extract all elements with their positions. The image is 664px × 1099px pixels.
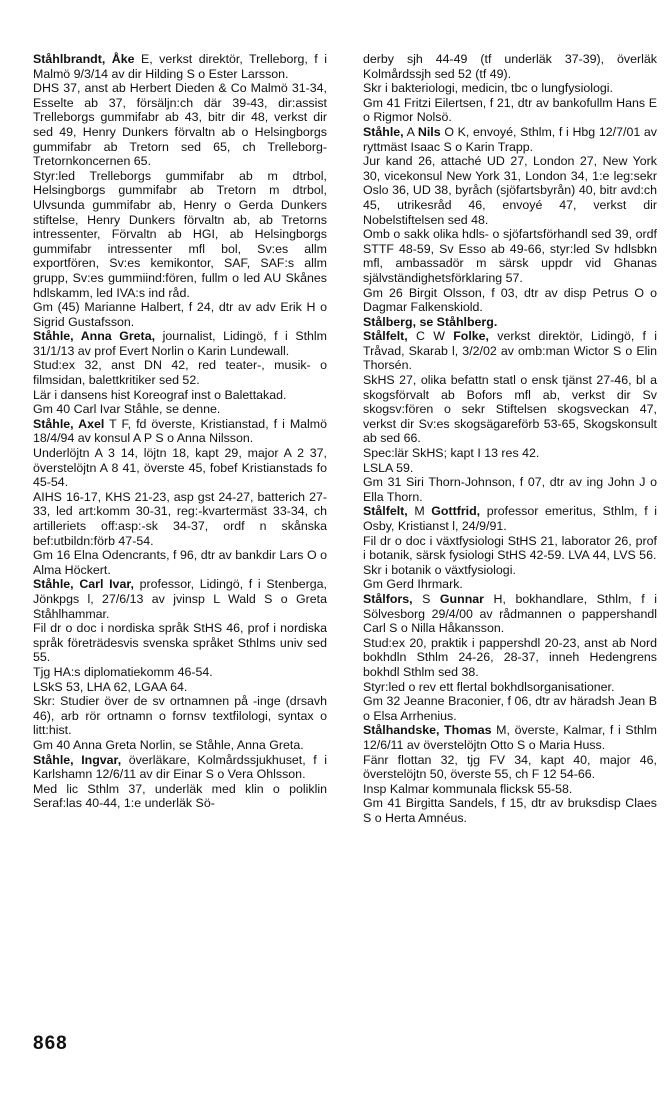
entry-paragraph: Styr:led Trelleborgs gummifabr ab m dtrbol, Helsingborgs gummifabr ab Tretorn m dtrbol, Ulvsunda gummifabr ab, Henry o Gerda Dunkers stiftelse, Henry Dunkers förvaltn ab, ab Tretorns intressenter, Förvaltn ab HGI, ab Helsingborgs gummifabr intressenter mfl bol, Sv:es allm exportfören, Sv:es kemikontor, SAF, SAF:s allm grupp, Sv:es gummiind:fören, fullm o led AU Skånes hdlskamm, led IVA:s ind råd. xyxy=(33,168,327,300)
entry-paragraph: DHS 37, anst ab Herbert Dieden & Co Malmö 31-34, Esselte ab 37, försäljn:ch där 39-43, dir:assist Trelleborgs gummifabr ab 43, bitr dir 48, verkst dir sed 49, Henry Dunkers förvaltn ab o Helsingborgs gummifabr ab Tretorn sed 65, ch Trelleborg-Tretornkoncernen 65. xyxy=(33,81,327,169)
entry-paragraph: Gm 32 Jeanne Braconier, f 06, dtr av häradsh Jean B o Elsa Arrhenius. xyxy=(363,694,657,723)
entry-given-name: Folke, xyxy=(453,329,489,344)
entry-paragraph: Fil dr o doc i växtfysiologi StHS 21, laborator 26, prof i botanik, särsk fysiologi StHS 42-59. LVA 44, LVS 56. xyxy=(363,533,657,563)
entry-text: överläkare, Kolmårdssjukhuset, f i Karlshamn 12/6/11 av dir Einar S o Vera Ohlsson. xyxy=(33,752,327,782)
entry-paragraph: Gm Gerd Ihrmark. xyxy=(363,577,463,592)
entry-name: Ståhle, Ingvar, xyxy=(33,752,122,767)
entry-paragraph: Gm 41 Birgitta Sandels, f 15, dtr av bruksdisp Claes S o Herta Amnéus. xyxy=(363,796,657,825)
entry-name: Stålfelt, xyxy=(363,329,408,344)
entry-text: M, överste, Kalmar, f i Sthlm 12/6/11 av överstelöjtn Otto S o Maria Huss. xyxy=(363,723,657,752)
column-right xyxy=(363,52,657,825)
entry-paragraph: Fänr flottan 32, tjg FV 34, kapt 40, major 46, överstelöjtn 50, överste 55, ch F 12 54-66. xyxy=(363,752,657,782)
entry-paragraph: Skr i botanik o växtfysiologi. xyxy=(363,562,516,577)
entry-paragraph: Stud:ex 32, anst DN 42, red teater-, musik- o filmsidan, balettkritiker sed 52. xyxy=(33,358,327,388)
column-left xyxy=(33,52,327,811)
entry-paragraph: Gm 26 Birgit Olsson, f 03, dtr av disp Petrus O o Dagmar Falkenskiold. xyxy=(363,285,657,315)
entry-paragraph: Skr i bakteriologi, medicin, tbc o lungfysiologi. xyxy=(363,81,613,96)
entry-name: Stålhandske, Thomas xyxy=(363,723,492,738)
entry-stahle-ingvar xyxy=(33,753,327,782)
entry-paragraph: LSLA 59. xyxy=(363,460,414,475)
entry-name: Stålberg, se Ståhlberg. xyxy=(363,314,498,329)
entry-given-name: Gottfrid, xyxy=(431,504,481,519)
entry-stalhandske-thomas xyxy=(363,723,657,752)
entry-paragraph: Gm 40 Carl Ivar Ståhle, se denne. xyxy=(33,402,221,417)
entry-paragraph: Gm 31 Siri Thorn-Johnson, f 07, dtr av ing John J o Ella Thorn. xyxy=(363,475,657,504)
entry-name: Ståhle, Axel xyxy=(33,416,105,431)
entry-name: Ståhle, xyxy=(363,124,404,139)
entry-paragraph: Lär i dansens hist Koreograf inst o Balettakad. xyxy=(33,387,287,402)
entry-text: journalist, Lidingö, f i Sthlm 31/1/13 av prof Evert Norlin o Karin Lundewall. xyxy=(33,329,328,358)
entry-paragraph: Skr: Studier över de sv ortnamnen på -inge (drsavh 46), arb rör ortnamn o fornsv textfilologi, syntax o litt:hist. xyxy=(33,694,327,738)
entry-initials: C W xyxy=(407,329,454,344)
entry-paragraph: Gm 16 Elna Odencrants, f 96, dtr av bankdir Lars O o Alma Höckert. xyxy=(33,548,327,577)
entry-paragraph: Underlöjtn A 3 14, löjtn 18, kapt 29, major A 2 37, överstelöjtn A 8 41, överste 45, fobef Kristianstads fo 45-54. xyxy=(33,446,327,490)
entry-given-name: Gunnar xyxy=(439,591,484,606)
entry-paragraph: SkHS 27, olika befattn statl o ensk tjänst 27-46, bl a skogsförvalt ab Bofors mfl ab, verkst dir Sv skogsv:fören o sekr Stiftelsen skogsveckan 47, verkst dir Sv:es skogsägareförb 53-65, Skogskonsult ab sed 66. xyxy=(363,373,657,446)
entry-stahle-carl-ivar xyxy=(33,577,327,621)
entry-initials: A xyxy=(403,124,418,139)
entry-stalberg-reference xyxy=(363,315,657,330)
entry-initials: M xyxy=(407,504,432,519)
entry-text: T F, fd överste, Kristianstad, f i Malmö 18/4/94 av konsul A P S o Anna Nilsson. xyxy=(33,416,327,446)
entry-paragraph: Gm 41 Fritzi Eilertsen, f 21, dtr av bankofullm Hans E o Rigmor Nolsö. xyxy=(363,95,657,125)
entry-name: Ståhle, Anna Greta, xyxy=(33,329,156,344)
entry-text: verkst direktör, Lidingö, f i Tråvad, Skarab l, 3/2/02 av omb:man Wictor S o Elin Thorsén. xyxy=(363,329,657,373)
entry-given-name: Nils xyxy=(417,124,441,139)
entry-stahle-nils xyxy=(363,125,657,154)
entry-initials: S xyxy=(412,591,440,606)
entry-text: E, verkst direktör, Trelleborg, f i Malmö 9/3/14 av dir Hilding S o Ester Larsson. xyxy=(33,52,327,81)
entry-paragraph: Gm (45) Marianne Halbert, f 24, dtr av adv Erik H o Sigrid Gustafsson. xyxy=(33,300,327,329)
entry-stalfors-gunnar xyxy=(363,592,657,636)
entry-paragraph: Tjg HA:s diplomatiekomm 46-54. xyxy=(33,664,213,679)
entry-name: Stålfelt, xyxy=(363,504,408,519)
entry-paragraph: Insp Kalmar kommunala flicksk 55-58. xyxy=(363,781,573,796)
entry-text: professor, Lidingö, f i Stenberga, Jönkpgs l, 27/6/13 av jvinsp L Wald S o Greta Ståhlhammar. xyxy=(33,577,328,621)
entry-paragraph: LSkS 53, LHA 62, LGAA 64. xyxy=(33,679,188,694)
entry-stalfelt-gottfrid xyxy=(363,504,657,533)
entry-stahlbrandt-ake xyxy=(33,52,327,81)
entry-paragraph: Fil dr o doc i nordiska språk StHS 46, prof i nordiska språk företrädesvis svenska språket Sthlms univ sed 55. xyxy=(33,621,327,665)
entry-name: Ståhle, Carl Ivar, xyxy=(33,577,134,592)
entry-paragraph: Styr:led o rev ett flertal bokhdlsorganisationer. xyxy=(363,679,615,694)
entry-text: O K, envoyé, Sthlm, f i Hbg 12/7/01 av ryttmäst Isaac S o Karin Trapp. xyxy=(363,124,657,154)
entry-paragraph: Med lic Sthlm 37, underläk med klin o poliklin Seraf:las 40-44, 1:e underläk Sö- xyxy=(33,781,327,811)
entry-paragraph: Stud:ex 20, praktik i pappershdl 20-23, anst ab Nord bokhdln Sthlm 24-26, 28-37, inneh Hedengrens bokhdl Sthlm sed 38. xyxy=(363,635,657,679)
entry-stahle-axel xyxy=(33,417,327,446)
entry-paragraph: derby sjh 44-49 (tf underläk 37-39), överläk Kolmårdssjh sed 52 (tf 49). xyxy=(363,52,657,81)
entry-paragraph: Omb o sakk olika hdls- o sjöfartsförhandl sed 39, ordf STTF 48-59, Sv Esso ab 49-66, styr:led Sv hdlsbkn mfl, ambassadör m särsk uppdr vid Ghanas självständighetsförklaring 57. xyxy=(363,227,657,285)
entry-name: Ståhlbrandt, Åke xyxy=(33,52,135,66)
entry-stalfelt-folke xyxy=(363,329,657,373)
entry-text: H, bokhandlare, Sthlm, f i Sölvesborg 29/4/00 av rådmannen o pappershandl Carl S o Nilla Håkansson. xyxy=(363,591,658,636)
entry-text: professor emeritus, Sthlm, f i Osby, Kristianst l, 24/9/91. xyxy=(363,504,657,533)
entry-paragraph: Gm 40 Anna Greta Norlin, se Ståhle, Anna Greta. xyxy=(33,737,304,752)
entry-stahle-anna-greta xyxy=(33,329,327,358)
entry-name: Stålfors, xyxy=(363,591,413,606)
page-number: 868 xyxy=(33,1033,68,1054)
entry-paragraph: Spec:lär SkHS; kapt I 13 res 42. xyxy=(363,446,540,461)
entry-paragraph: AIHS 16-17, KHS 21-23, asp gst 24-27, batterich 27-33, led art:komm 30-31, reg:-kvartermäst 33-34, ch artilleriets off:asp:-sk 34-37, ordf n skånska bef:utbildn:förb 47-54. xyxy=(33,489,327,548)
entry-paragraph: Jur kand 26, attaché UD 27, London 27, New York 30, vicekonsul New York 31, London 34, 1:e leg:sekr Oslo 36, UD 38, byråch (sjöfartsbyrån) 40, bitr avd:ch 45, utrikesråd 46, envoyé 47, verkst dir Nobelstiftelsen sed 48. xyxy=(363,154,657,227)
